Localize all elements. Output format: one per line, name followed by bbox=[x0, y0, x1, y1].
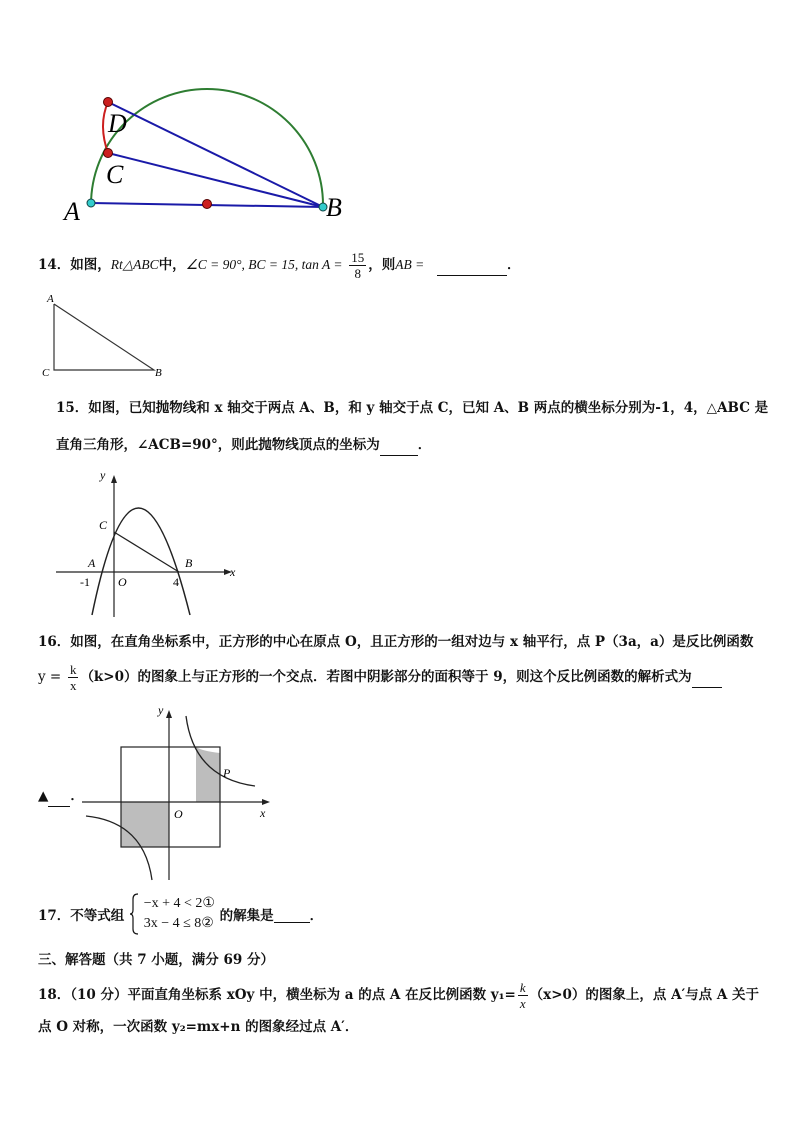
q15-label-a: A bbox=[88, 556, 96, 570]
q16-answer-continued bbox=[38, 786, 84, 807]
q16-y-arrow bbox=[166, 710, 172, 718]
q17-inequality-1: −x + 4 < 2① bbox=[143, 896, 215, 911]
q15-line2-text: 直角三角形，∠ACB=90°，则此抛物线顶点的坐标为 bbox=[56, 437, 380, 453]
q14-given: ∠C = 90°, BC = 15, tan A = bbox=[185, 257, 343, 272]
q18-line1b: （x>0）的图象上，点 A′与点 A 关于 bbox=[529, 987, 760, 1003]
q15-y-arrow bbox=[111, 475, 117, 483]
point-c bbox=[104, 149, 113, 158]
q17-ask: 的解集是 bbox=[219, 908, 274, 924]
q17-answer-blank[interactable] bbox=[274, 906, 310, 923]
q16-frac-num: k bbox=[69, 662, 77, 677]
point-d bbox=[104, 98, 113, 107]
q16-shade-bottom-left bbox=[121, 802, 169, 847]
q14-frac-num: 15 bbox=[351, 250, 365, 265]
question-18-line1 bbox=[38, 980, 759, 1011]
q16-y-eq: y = bbox=[38, 669, 62, 685]
segment-db bbox=[108, 102, 323, 207]
q18-fraction bbox=[518, 980, 528, 1011]
q14-label-c: C bbox=[42, 367, 50, 379]
q16-label-o: O bbox=[174, 807, 183, 821]
q15-answer-blank[interactable] bbox=[380, 435, 418, 456]
q15-label-4: 4 bbox=[173, 575, 179, 589]
q14-zhong: 中， bbox=[158, 257, 186, 273]
q15-label-o: O bbox=[118, 575, 127, 589]
question-16-line2 bbox=[38, 662, 722, 693]
q15-end: ． bbox=[417, 437, 432, 453]
q15-label-minus1: -1 bbox=[80, 575, 90, 589]
q14-fraction bbox=[349, 250, 366, 281]
q14-triangle-lines bbox=[54, 304, 154, 370]
q17-inequality-system bbox=[129, 893, 215, 935]
question-15-line1: 15．如图，已知抛物线和 x 轴交于两点 A、B，和 y 轴交于点 C，已知 A、B 两点的横坐标分别为-1，4，△ABC 是 bbox=[56, 400, 769, 416]
q16-triangle-mark: ▲ bbox=[38, 788, 49, 804]
q14-answer-blank[interactable] bbox=[437, 255, 507, 276]
q14-then: ，则 bbox=[368, 257, 396, 273]
q16-label-p: P bbox=[223, 766, 231, 780]
q17-inequality-2: 3x − 4 ≤ 8② bbox=[143, 916, 214, 931]
q16-label-x: x bbox=[260, 806, 266, 820]
q16-frac-den: x bbox=[69, 678, 77, 693]
q15-label-b: B bbox=[185, 556, 193, 570]
point-a bbox=[87, 199, 95, 207]
q15-label-x: x bbox=[230, 565, 236, 579]
question-14 bbox=[38, 250, 520, 281]
label-d: D bbox=[108, 109, 127, 138]
segment-cb bbox=[108, 153, 323, 207]
q16-answer-blank-2[interactable] bbox=[48, 786, 70, 807]
q18-frac-den: x bbox=[519, 996, 526, 1011]
semicircle-arc bbox=[91, 89, 323, 205]
q17-number: 17．不等式组 bbox=[38, 908, 125, 924]
q17-end: ． bbox=[309, 908, 324, 924]
q14-label-b: B bbox=[155, 367, 162, 379]
q16-line2-text: （k>0）的图象上与正方形的一个交点．若图中阴影部分的面积等于 9，则这个反比例函数的解析式为 bbox=[80, 669, 692, 685]
q17-brace-icon bbox=[129, 893, 139, 935]
q14-frac-den: 8 bbox=[354, 266, 361, 281]
question-16-line1: 16．如图，在直角坐标系中，正方形的中心在原点 O，且正方形的一组对边与 x 轴平行，点 P（3a，a）是反比例函数 bbox=[38, 634, 754, 650]
q16-x-arrow bbox=[262, 799, 270, 805]
q14-ask: AB = bbox=[395, 257, 425, 272]
question-17 bbox=[38, 893, 323, 935]
label-b: B bbox=[326, 193, 342, 222]
q14-triangle-figure bbox=[38, 290, 173, 380]
point-center bbox=[203, 200, 212, 209]
q15-label-c: C bbox=[99, 518, 108, 532]
label-a: A bbox=[64, 197, 80, 225]
q15-label-y: y bbox=[100, 468, 106, 482]
question-15-line2 bbox=[56, 435, 431, 456]
q18-frac-num: k bbox=[519, 980, 526, 995]
q14-end: ． bbox=[506, 257, 521, 273]
q16-end: ． bbox=[70, 788, 84, 804]
q14-triangle: Rt△ABC bbox=[110, 257, 159, 272]
q18-line1a: 18．（10 分）平面直角坐标系 xOy 中，横坐标为 a 的点 A 在反比例函数 y₁= bbox=[38, 987, 516, 1003]
q15-segment-cb bbox=[114, 532, 179, 572]
section-3-heading: 三、解答题（共 7 小题，满分 69 分） bbox=[38, 952, 274, 968]
semicircle-figure bbox=[60, 80, 360, 225]
q14-number: 14．如图， bbox=[38, 257, 111, 273]
q16-answer-blank[interactable] bbox=[692, 667, 722, 688]
q16-square-figure bbox=[80, 700, 280, 882]
label-c: C bbox=[106, 160, 124, 189]
q16-label-y: y bbox=[158, 703, 164, 717]
q16-fraction bbox=[68, 662, 79, 693]
q14-label-a: A bbox=[47, 293, 54, 305]
q15-parabola-figure bbox=[52, 465, 252, 620]
question-18-line2: 点 O 对称，一次函数 y₂=mx+n 的图象经过点 A′． bbox=[38, 1019, 359, 1035]
